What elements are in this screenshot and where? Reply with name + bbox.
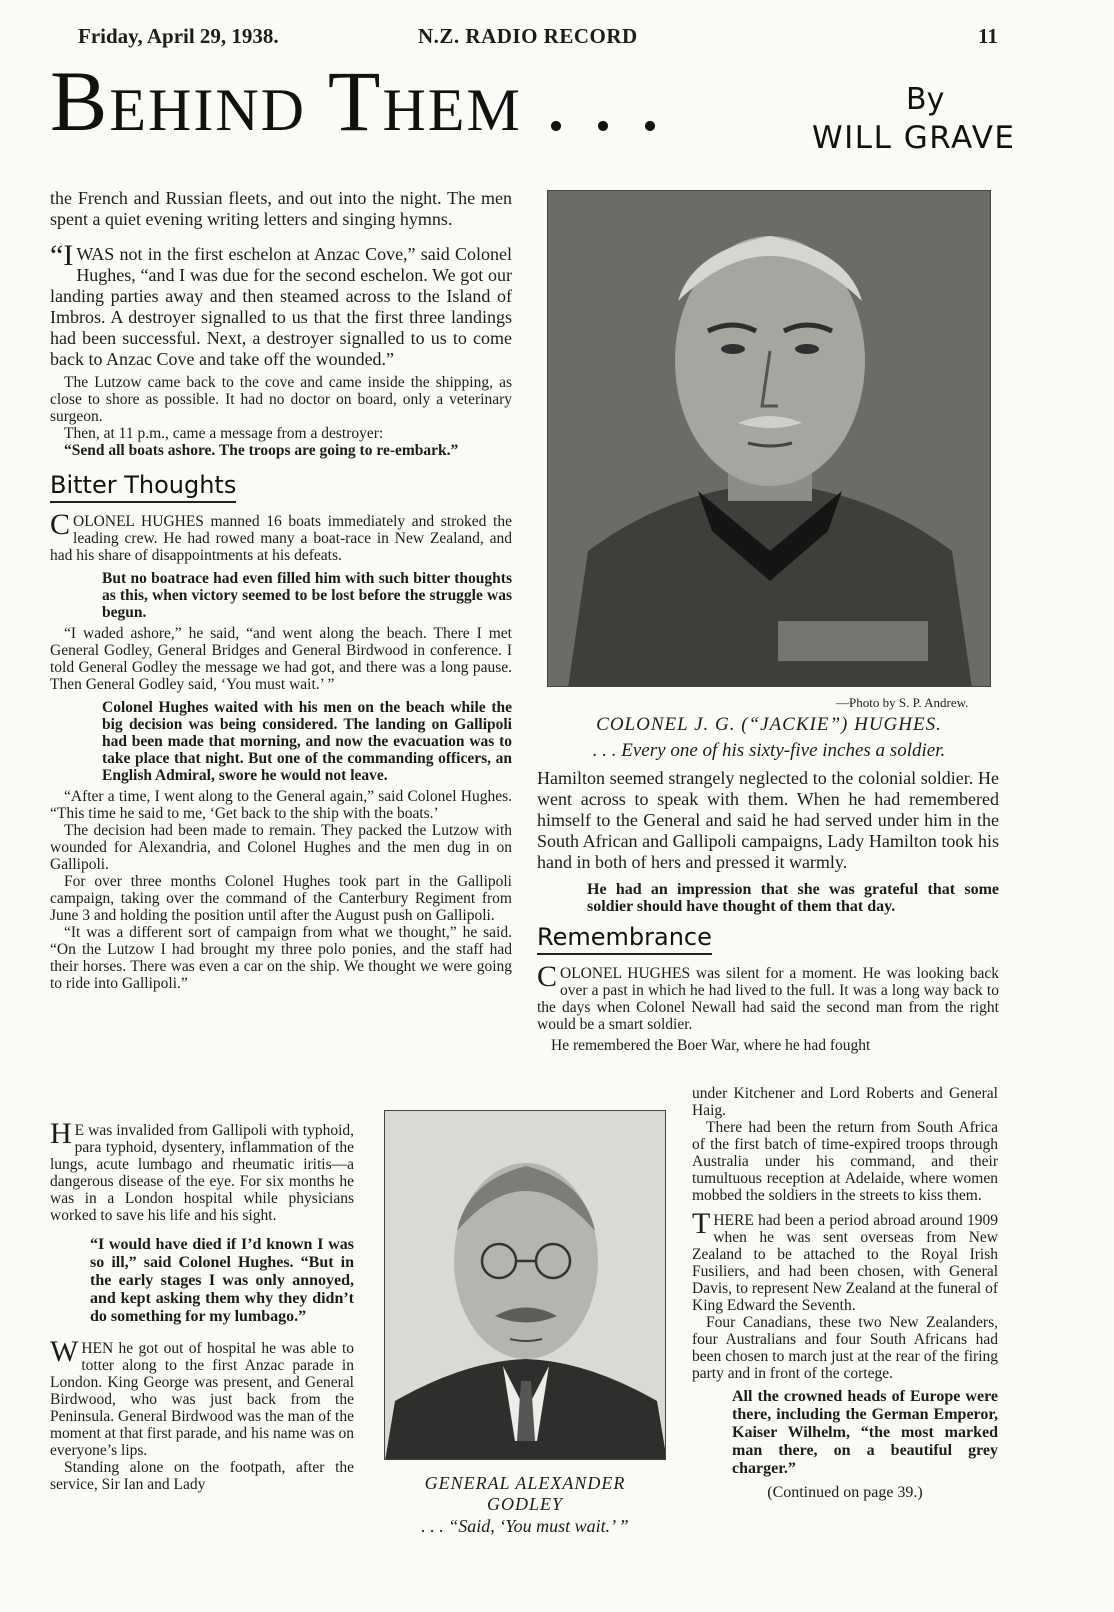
invalided-text: E was invalided from Gallipoli with typhoid, para typhoid, dysentery, inflammation of the lungs, acute lumbago and rheumatic iritis—a dangerous disease of the eye. For six months he was in a London hospital while physicians worked to save his life and his sight. <box>50 1122 354 1224</box>
decision-paragraph: The decision had been made to remain. They packed the Lutzow with wounded for Alexandria, and Colonel Hughes and the men dug in on Gallipoli. <box>50 822 512 873</box>
intro-paragraph: the French and Russian fleets, and out into the night. The men spent a quiet evening writing letters and singing hymns. <box>50 188 512 229</box>
died-bold-paragraph: “I would have died if I’d known I was so ill,” said Colonel Hughes. “But in the early stages I was only annoyed, and kept asking them why they didn’t do something for my lumbago.” <box>90 1236 354 1325</box>
portrait-illustration <box>548 191 991 687</box>
hospital-paragraph <box>50 1335 354 1459</box>
crowned-heads-bold-paragraph: All the crowned heads of Europe were there, including the German Emperor, Kaiser Wilhelm, “the most marked man there, on a beautiful grey charger.” <box>732 1388 998 1477</box>
portrait-illustration <box>385 1111 666 1460</box>
continued-note: (Continued on page 39.) <box>767 1484 923 1501</box>
four-canadians-paragraph: Four Canadians, these two New Zealanders, four Australians and four South Africans had been chosen to march just at the rear of the firing party and in front of the cortege. <box>692 1314 998 1382</box>
message-paragraph: Then, at 11 p.m., came a message from a destroyer: <box>64 425 384 442</box>
return-paragraph: There had been the return from South Africa of the first batch of time-expired troops through Australia under his command, and their tumultuous reception at Adelaide, where women mobbed the soldiers in the streets to kiss them. <box>692 1119 998 1204</box>
period-text: HERE had been a period abroad around 1909 when he was sent overseas from New Zealand to be attached to the Royal Irish Fusiliers, and had been chosen, with General Davis, to represent New Zealand at the funeral of King Edward the Seventh. <box>692 1212 998 1314</box>
godley-caption-name-1: GENERAL ALEXANDER <box>424 1473 626 1493</box>
impression-bold-paragraph: He had an impression that she was grateful that some soldier should have thought of them that day. <box>587 881 999 915</box>
hughes-caption-name: COLONEL J. G. (“JACKIE”) HUGHES. <box>596 714 942 735</box>
bitter-text: OLONEL HUGHES manned 16 boats immediately and stroked the leading crew. He had rowed many a boat-race in New Zealand, and had his share of disappointments at his defeats. <box>50 513 512 564</box>
period-paragraph <box>692 1207 998 1314</box>
godley-caption-quote: . . . “Said, ‘You must wait.’ ” <box>421 1516 629 1536</box>
lutzow-paragraph: The Lutzow came back to the cove and came inside the shipping, as close to shore as possible. It had no doctor on board, only a veterinary surgeon. <box>50 374 512 425</box>
drop-cap: C <box>537 960 558 993</box>
issue-date: Friday, April 29, 1938. <box>78 24 279 48</box>
message-bold-paragraph: “Send all boats ashore. The troops are going to re-embark.” <box>64 442 459 459</box>
godley-caption-name-2: GODLEY <box>486 1494 563 1514</box>
right-column <box>537 768 999 1054</box>
subhead-remembrance: Remembrance <box>537 923 712 955</box>
left-column-bottom <box>50 1117 354 1493</box>
quote-text: WAS not in the first eschelon at Anzac Cove,” said Colonel Hughes, “and I was due for the second eschelon. We got our landing parties away and then steamed across to the Island of Imbros. A destroyer signalled to us that the first three landings had been successful. Next, a destroyer signalled to us to come back to Anzac Cove and take off the wounded.” <box>50 244 512 369</box>
byline-author: WILL GRAVE <box>812 120 1016 156</box>
silent-text: OLONEL HUGHES was silent for a moment. He was looking back over a past in which he had lived to the full. It was a long way back to the days when Colonel Newall had said the second man from the right would be a smart soldier. <box>537 965 999 1033</box>
silent-paragraph <box>537 960 999 1033</box>
waited-bold-paragraph: Colonel Hughes waited with his men on the beach while the big decision was being considered. The landing on Gallipoli had been made that morning, and now the evacuation was to take place that night. But one of the commanding officers, an English Admiral, swore he would not leave. <box>102 699 512 784</box>
drop-cap: H <box>50 1117 72 1150</box>
hamilton-paragraph: Hamilton seemed strangely neglected to the colonial soldier. He went across to speak with them. When he had remembered himself to the General and said he had served under him in the South African and Gallipoli campaigns, Lady Hamilton took his hand in both of hers and pressed it warmly. <box>537 768 999 872</box>
hospital-text: HEN he got out of hospital he was able to totter along to the first Anzac parade in London. King George was present, and General Birdwood, who was just back from the Peninsula. General Birdwood was the man of the moment at that first parade, and his name was on everyone’s lips. <box>50 1340 354 1459</box>
three-months-paragraph: For over three months Colonel Hughes took part in the Gallipoli campaign, taking over the command of the Canterbury Regiment from June 3 and holding the position until after the August push on Gallipoli. <box>50 873 512 924</box>
standing-paragraph: Standing alone on the footpath, after the service, Sir Ian and Lady <box>50 1459 354 1493</box>
quote-paragraph <box>50 239 512 370</box>
different-campaign-paragraph: “It was a different sort of campaign from what we thought,” he said. “On the Lutzow I had brought my three polo ponies, and the staff had their horses. There was even a car on the ship. We thought we were going to ride into Gallipoli.” <box>50 924 512 992</box>
waded-paragraph: “I waded ashore,” he said, “and went along the beach. There I met General Godley, General Bridges and General Birdwood in conference. I told General Godley the message we had got, and there was a long pause. Then General Godley said, ‘You must wait.’ ” <box>50 625 512 693</box>
drop-cap: “I <box>50 239 74 272</box>
colonel-hughes-photo <box>547 190 991 687</box>
drop-cap: C <box>50 508 71 541</box>
bitter-bold-paragraph: But no boatrace had even filled him with such bitter thoughts as this, when victory seemed to be lost before the struggle was begun. <box>102 570 512 621</box>
left-column-top <box>50 188 512 992</box>
drop-cap: T <box>692 1207 711 1240</box>
bitter-paragraph <box>50 508 512 564</box>
publication-name: N.Z. RADIO RECORD <box>418 24 638 48</box>
byline-by: By <box>906 82 945 117</box>
invalided-paragraph <box>50 1117 354 1224</box>
page-number: 11 <box>978 24 998 48</box>
right-column-bottom <box>692 1085 998 1501</box>
hughes-caption-line: . . . Every one of his sixty-five inches a soldier. <box>592 740 946 761</box>
drop-cap: W <box>50 1335 79 1368</box>
general-godley-photo <box>384 1110 666 1460</box>
subhead-bitter-thoughts: Bitter Thoughts <box>50 471 236 503</box>
photo-credit: —Photo by S. P. Andrew. <box>836 695 969 710</box>
boer-war-paragraph: He remembered the Boer War, where he had fought <box>551 1037 871 1054</box>
article-headline: Behind Them . . . <box>50 53 663 149</box>
after-time-paragraph: “After a time, I went along to the General again,” said Colonel Hughes. “This time he said to me, ‘Get back to the ship with the boats.’ <box>50 788 512 822</box>
boer-war-continued: under Kitchener and Lord Roberts and General Haig. <box>692 1085 998 1119</box>
